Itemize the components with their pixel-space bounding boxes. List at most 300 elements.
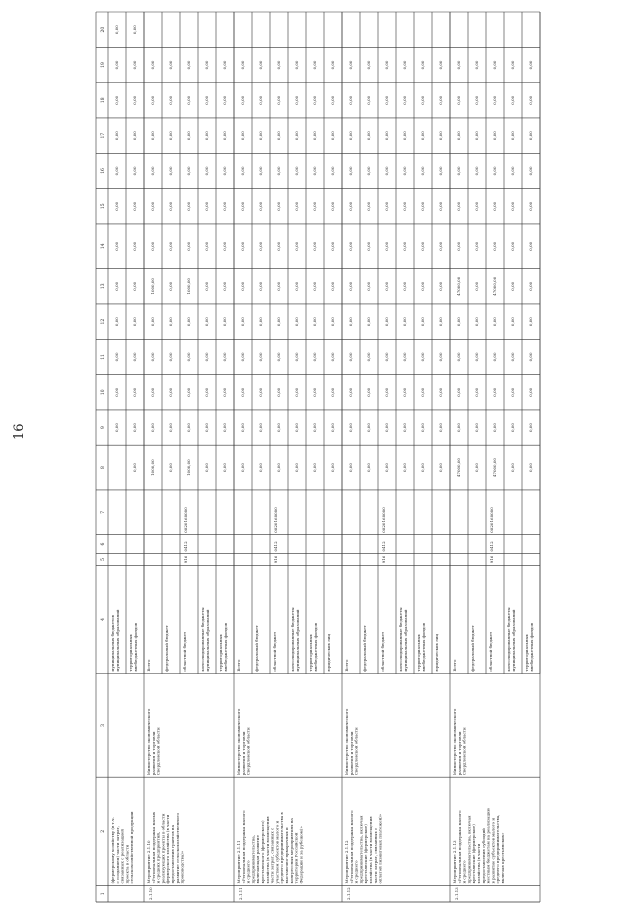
value-cell: 0,00 [510, 131, 515, 141]
value-cell: 0,00 [258, 281, 263, 291]
value-cell: 0,00 [420, 95, 425, 105]
executor-name: Свердловской области [461, 727, 467, 776]
value-cell: 0,00 [402, 201, 407, 211]
value-cell: 0,00 [114, 166, 119, 176]
fund-source-label: муниципальных образований [294, 609, 300, 672]
value-cell: 0,00 [312, 423, 317, 433]
value-cell: 0,00 [258, 317, 263, 327]
measure-name: реализующих проекты в области [160, 813, 166, 884]
value-cell: 0,00 [402, 387, 407, 397]
value-cell: 0,00 [276, 352, 281, 362]
value-cell: 0,00 [150, 166, 155, 176]
value-cell: 0,00 [402, 60, 407, 70]
value-cell: 0,00 [276, 131, 281, 141]
value-cell: 0,00 [456, 387, 461, 397]
value-cell: 0,00 [168, 201, 173, 211]
value-cell: 0,00 [330, 201, 335, 211]
value-cell: 0,00 [438, 387, 443, 397]
fund-source-label: внебюджетных фондов [420, 623, 426, 672]
value-cell: 0,00 [438, 95, 443, 105]
value-cell: 0,00 [474, 423, 479, 433]
value-cell: 0,00 [294, 423, 299, 433]
value-cell: 0,00 [204, 201, 209, 211]
fund-source-label: муниципальных образований [402, 609, 408, 672]
value-cell: 47000,00 [492, 276, 497, 296]
value-cell: 0,00 [258, 201, 263, 211]
value-cell: 0,00 [132, 241, 137, 251]
value-cell: 0,00 [402, 281, 407, 291]
value-cell: 0,00 [330, 241, 335, 251]
measure-name: крестьянские (фермерские) [363, 824, 369, 884]
measure-name: и среднего [461, 860, 467, 884]
fund-source-label: областной бюджет [380, 631, 385, 672]
value-cell: 0,00 [492, 201, 497, 211]
header-cell-19: 19 [101, 62, 106, 68]
value-cell: 0,00 [366, 387, 371, 397]
value-cell: 0,00 [330, 423, 335, 433]
value-cell: 0,00 [510, 201, 515, 211]
value-cell: 0,00 [528, 60, 533, 70]
value-cell: 0,00 [384, 423, 389, 433]
fund-source-label: Всего [344, 659, 349, 672]
header-cell-1: 1 [101, 892, 106, 896]
value-cell: 0,00 [402, 131, 407, 141]
measure-name: участием субъектов малого и [274, 820, 280, 884]
value-cell: 0,00 [420, 166, 425, 176]
value-cell: 0,00 [240, 317, 245, 327]
value-cell: 0,00 [366, 60, 371, 70]
value-cell: 0,00 [204, 463, 209, 473]
value-cell: 0,00 [150, 352, 155, 362]
measure-name: Мероприятие 2.1.12 [344, 840, 349, 884]
measure-name: крестьянские (фермерские) [471, 824, 477, 884]
value-cell: 0,00 [492, 60, 497, 70]
fund-source-label: областной бюджет [182, 631, 187, 672]
measure-name: среднего предпринимательства в [279, 812, 285, 884]
value-cell: 0,00 [474, 317, 479, 327]
value-cell: 0,00 [420, 463, 425, 473]
value-cell: 0,00 [186, 352, 191, 362]
value-cell: 0,00 [312, 317, 317, 327]
header-cell-13: 13 [101, 283, 106, 290]
value-cell: 0,00 [258, 352, 263, 362]
value-cell: 0,00 [456, 241, 461, 251]
value-cell: 0,00 [384, 60, 389, 70]
value-cell: 0,00 [366, 352, 371, 362]
value-cell: 0,00 [150, 241, 155, 251]
measure-name: связанных с реализацией [119, 829, 125, 884]
value-cell: 0,00 [222, 352, 227, 362]
value-cell: 0,00 [456, 201, 461, 211]
value-cell: 0,00 [330, 387, 335, 397]
value-cell: 0,00 [528, 166, 533, 176]
value-cell: 0,00 [114, 423, 119, 433]
value-cell: 0,00 [294, 166, 299, 176]
measure-name: среднего предпринимательства, [495, 814, 501, 884]
value-cell: 0,00 [510, 281, 515, 291]
value-cell: 0,00 [132, 95, 137, 105]
value-cell: 0,00 [348, 166, 353, 176]
value-cell: 0,00 [420, 423, 425, 433]
header-cell-10: 10 [101, 389, 106, 396]
value-cell: 0,00 [474, 60, 479, 70]
fund-source-label: консолидированные бюджеты [200, 607, 205, 672]
value-cell: 0,00 [348, 131, 353, 141]
block-number: 2.1.11 [238, 887, 243, 900]
value-cell: 0,00 [528, 131, 533, 141]
value-cell: 0,00 [312, 95, 317, 105]
value-cell: 0,00 [528, 387, 533, 397]
value-cell: 0,00 [528, 201, 533, 211]
value-cell: 0,00 [150, 423, 155, 433]
value-cell: 0,00 [474, 131, 479, 141]
value-cell: 0,00 [168, 166, 173, 176]
value-cell: 0,00 [492, 423, 497, 433]
value-cell: 0,00 [402, 423, 407, 433]
value-cell: 0,00 [222, 463, 227, 473]
value-cell: 0,00 [222, 241, 227, 251]
value-cell: 0,00 [222, 131, 227, 141]
value-cell: 0,00 [132, 423, 137, 433]
value-cell: 0,00 [204, 166, 209, 176]
value-cell: 0,00 [258, 131, 263, 141]
value-cell: 0,00 [276, 241, 281, 251]
value-cell: 0,00 [528, 463, 533, 473]
budget-code: 0820168080 [273, 507, 278, 533]
value-cell: 0,00 [474, 95, 479, 105]
value-cell: 0,00 [258, 60, 263, 70]
fund-source-label: муниципальных образований [114, 609, 120, 672]
value-cell: 1000,00 [186, 278, 191, 295]
value-cell: 0,00 [222, 317, 227, 327]
header-cell-15: 15 [101, 203, 106, 210]
value-cell: 0,00 [186, 95, 191, 105]
measure-name: хозяйства (в части возмещения [264, 816, 270, 884]
value-cell: 0,00 [150, 95, 155, 105]
measure-name: и среднего [353, 860, 359, 884]
header-cell-12: 12 [101, 318, 106, 325]
executor-name: Министерство экономического [236, 708, 241, 776]
executor-name: Свердловской области [245, 727, 251, 776]
value-cell: 0,00 [240, 131, 245, 141]
value-cell: 0,00 [222, 201, 227, 211]
measure-name: Федерации и за рубежом)» [298, 826, 304, 884]
value-cell: 0,00 [510, 317, 515, 327]
value-cell: 0,00 [186, 317, 191, 327]
value-cell: 0,00 [384, 387, 389, 397]
value-cell: 0,00 [366, 166, 371, 176]
value-cell: 1000,00 [186, 459, 191, 476]
value-cell: 0,00 [348, 95, 353, 105]
value-cell: 0,00 [510, 95, 515, 105]
budget-code: 0412 [489, 541, 494, 552]
value-cell: 0,00 [510, 241, 515, 251]
value-cell: 0,00 [366, 95, 371, 105]
measure-name: выставочно-ярмарочных и [284, 827, 289, 884]
value-cell: 0,00 [474, 201, 479, 211]
value-cell: 0,00 [276, 60, 281, 70]
executor-name: развития и торговли [348, 731, 354, 776]
value-cell: 0,00 [438, 131, 443, 141]
value-cell: 0,00 [240, 387, 245, 397]
value-cell: 0,00 [528, 317, 533, 327]
fund-source-label: областной бюджет [488, 631, 493, 672]
measure-name: и среднего [245, 860, 251, 884]
fund-source-label: федеральный бюджет [470, 625, 475, 672]
value-cell: 0,00 [384, 241, 389, 251]
executor-name: Свердловской области [353, 727, 359, 776]
value-cell: 0,00 [438, 60, 443, 70]
value-cell: 0,00 [348, 463, 353, 473]
value-cell: 0,00 [276, 463, 281, 473]
budget-code: 0820168080 [381, 507, 386, 533]
value-cell: 0,00 [384, 201, 389, 211]
value-cell: 0,00 [240, 352, 245, 362]
value-cell: 0,00 [222, 387, 227, 397]
block-number: 2.1.13 [454, 887, 459, 900]
fund-source-label: Всего [146, 659, 151, 672]
value-cell: 0,00 [258, 166, 263, 176]
value-cell: 0,00 [438, 281, 443, 291]
measure-name: конгрессных мероприятиях на [288, 818, 294, 884]
value-cell: 0,00 [150, 131, 155, 141]
value-cell: 0,00 [312, 352, 317, 362]
fund-source-label: Всего [236, 659, 241, 672]
value-cell: 0,00 [474, 241, 479, 251]
fund-source-label: Всего [452, 659, 457, 672]
measure-name: «Региональная поддержка малого [240, 810, 246, 884]
value-cell: 0,00 [294, 60, 299, 70]
measure-name: предпринимательства, [250, 835, 256, 884]
value-cell: 0,00 [456, 317, 461, 327]
value-cell: 0,00 [420, 60, 425, 70]
value-cell: 0,00 [258, 463, 263, 473]
fund-source-label: внебюджетных фондов [132, 623, 138, 672]
value-cell: 0,00 [456, 166, 461, 176]
value-cell: 0,00 [204, 317, 209, 327]
value-cell: 0,00 [204, 131, 209, 141]
fund-source-label: территориальных [416, 634, 421, 672]
fund-source-label: федеральный бюджет [254, 625, 259, 672]
value-cell: 0,00 [294, 281, 299, 291]
measure-name: включающая развитие [255, 835, 261, 884]
value-cell: 0,00 [384, 131, 389, 141]
measure-name: производства)» [179, 850, 185, 884]
value-cell: 0,00 [168, 317, 173, 327]
value-cell: 1000,00 [150, 278, 155, 295]
value-cell: 0,00 [186, 131, 191, 141]
value-cell: 0,00 [348, 60, 353, 70]
value-cell: 0,00 [384, 166, 389, 176]
value-cell: 0,00 [222, 95, 227, 105]
budget-code: 916 [273, 555, 278, 564]
header-cell-6: 6 [101, 542, 106, 546]
budget-code: 0412 [273, 541, 278, 552]
page-number: 16 [12, 423, 27, 440]
executor-name: развития и торговли [240, 731, 246, 776]
value-cell: 47000,00 [456, 458, 461, 478]
measure-name: включая крестьянских» [500, 832, 505, 884]
header-cell-2: 2 [101, 829, 106, 833]
value-cell: 0,00 [258, 241, 263, 251]
value-cell: 0,00 [456, 131, 461, 141]
value-cell: 0,00 [294, 317, 299, 327]
value-cell: 0,00 [474, 463, 479, 473]
value-cell: 47000,00 [492, 458, 497, 478]
value-cell: 0,00 [276, 95, 281, 105]
value-cell: 0,00 [168, 131, 173, 141]
measure-name: «Региональная поддержка малого [348, 810, 354, 884]
value-cell: 0,00 [330, 166, 335, 176]
value-cell: 0,00 [258, 423, 263, 433]
value-cell: 0,00 [132, 463, 137, 473]
value-cell: 0,00 [132, 317, 137, 327]
value-cell: 0,00 [366, 201, 371, 211]
header-cell-17: 17 [101, 132, 106, 139]
value-cell: 0,00 [366, 423, 371, 433]
value-cell: 0,00 [168, 463, 173, 473]
value-cell: 0,00 [420, 317, 425, 327]
value-cell: 0,00 [276, 166, 281, 176]
budget-code: 0412 [183, 541, 188, 552]
value-cell: 0,00 [114, 131, 119, 141]
fund-source-label: территориальных [218, 634, 223, 672]
value-cell: 0,00 [132, 25, 137, 35]
value-cell: 0,00 [204, 387, 209, 397]
measure-name: Мероприятие 2.1.11 [236, 840, 241, 884]
fund-source-label: юридических лиц [326, 634, 331, 672]
value-cell: 0,00 [204, 423, 209, 433]
measure-name: фермерского хозяйства (в части [165, 814, 171, 884]
value-cell: 0,00 [510, 387, 515, 397]
value-cell: 0,00 [366, 463, 371, 473]
value-cell: 0,00 [348, 387, 353, 397]
value-cell: 0,00 [348, 241, 353, 251]
measure-name: части затрат, связанных с [372, 827, 378, 884]
value-cell: 0,00 [132, 201, 137, 211]
value-cell: 0,00 [114, 25, 119, 35]
value-cell: 0,00 [240, 201, 245, 211]
fund-source-label: внебюджетных фондов [222, 623, 228, 672]
value-cell: 0,00 [366, 241, 371, 251]
value-cell: 47000,00 [456, 276, 461, 296]
value-cell: 0,00 [528, 352, 533, 362]
measure-name: территории Российской [293, 832, 299, 884]
measure-name: оплатой лизинговых платежей)» [377, 813, 383, 884]
value-cell: 0,00 [438, 423, 443, 433]
fund-source-label: областной бюджет [272, 631, 277, 672]
header-cell-7: 7 [101, 510, 106, 514]
budget-code: 0820168080 [183, 507, 188, 533]
value-cell: 0,00 [276, 281, 281, 291]
value-cell: 0,00 [348, 423, 353, 433]
value-cell: 0,00 [420, 131, 425, 141]
value-cell: 0,00 [348, 352, 353, 362]
measure-name: в развитие субъектов малого и [490, 817, 496, 884]
measure-name: хозяйства (в части возмещения [368, 816, 373, 884]
value-cell: 0,00 [312, 281, 317, 291]
fund-source-label: юридических лиц [434, 634, 439, 672]
measure-name: предпринимательства, включая [358, 815, 364, 884]
fund-source-label: внебюджетных фондов [312, 623, 318, 672]
fund-source-label: федеральный бюджет [362, 625, 367, 672]
budget-code: 0412 [381, 541, 386, 552]
value-cell: 0,00 [528, 241, 533, 251]
measure-name: сельскохозяйственной продукции [129, 811, 135, 884]
value-cell: 0,00 [294, 201, 299, 211]
value-cell: 0,00 [312, 60, 317, 70]
fund-source-label: муниципальных образований [510, 609, 516, 672]
value-cell: 0,00 [240, 463, 245, 473]
executor-name: Министерство экономического [146, 708, 151, 776]
value-cell: 0,00 [312, 463, 317, 473]
value-cell: 0,00 [420, 387, 425, 397]
value-cell: 0,00 [348, 281, 353, 291]
value-cell: 0,00 [258, 95, 263, 105]
value-cell: 0,00 [330, 352, 335, 362]
value-cell: 0,00 [240, 281, 245, 291]
value-cell: 0,00 [384, 352, 389, 362]
value-cell: 0,00 [474, 166, 479, 176]
value-cell: 0,00 [438, 463, 443, 473]
measure-name: с созданием) части затрат, [114, 826, 120, 884]
value-cell: 0,00 [240, 95, 245, 105]
measure-name: (фермерскому хозяйству (в т.ч. [110, 817, 115, 884]
value-cell: 0,00 [366, 131, 371, 141]
header-cell-5: 5 [101, 557, 106, 561]
value-cell: 0,00 [240, 60, 245, 70]
fund-source-label: консолидированные бюджеты [290, 607, 295, 672]
value-cell: 0,00 [186, 241, 191, 251]
value-cell: 0,00 [240, 241, 245, 251]
header-cell-20: 20 [101, 26, 106, 33]
value-cell: 0,00 [402, 352, 407, 362]
measure-name: развитие сельскохозяйственного [174, 813, 180, 884]
value-cell: 0,00 [204, 352, 209, 362]
value-cell: 0,00 [294, 95, 299, 105]
executor-name: Министерство экономического [452, 708, 457, 776]
fund-source-label: муниципальных бюджетов [110, 615, 115, 672]
value-cell: 0,00 [438, 201, 443, 211]
value-cell: 0,00 [456, 423, 461, 433]
block-number: 2.1.10 [148, 887, 153, 900]
value-cell: 0,00 [330, 60, 335, 70]
value-cell: 0,00 [114, 60, 119, 70]
value-cell: 0,00 [240, 166, 245, 176]
fund-source-label: территориальных [308, 634, 313, 672]
value-cell: 0,00 [186, 60, 191, 70]
value-cell: 0,00 [384, 95, 389, 105]
value-cell: 0,00 [330, 463, 335, 473]
value-cell: 0,00 [384, 317, 389, 327]
value-cell: 0,00 [294, 463, 299, 473]
measure-name: Мероприятие 2.1.10 [146, 840, 151, 884]
value-cell: 0,00 [222, 60, 227, 70]
measure-name: «Региональная поддержка малого [456, 810, 462, 884]
value-cell: 0,00 [312, 166, 317, 176]
value-cell: 0,00 [438, 317, 443, 327]
value-cell: 0,00 [312, 241, 317, 251]
budget-code: 916 [183, 555, 188, 564]
value-cell: 0,00 [114, 201, 119, 211]
measure-name: предоставления субсидий [480, 828, 486, 884]
measure-name: Мероприятие 2.1.13 [452, 840, 457, 884]
value-cell: 0,00 [150, 317, 155, 327]
value-cell: 0,00 [168, 241, 173, 251]
measure-name: крестьянского (фермерского) [260, 820, 265, 884]
value-cell: 0,00 [492, 241, 497, 251]
value-cell: 0,00 [492, 352, 497, 362]
